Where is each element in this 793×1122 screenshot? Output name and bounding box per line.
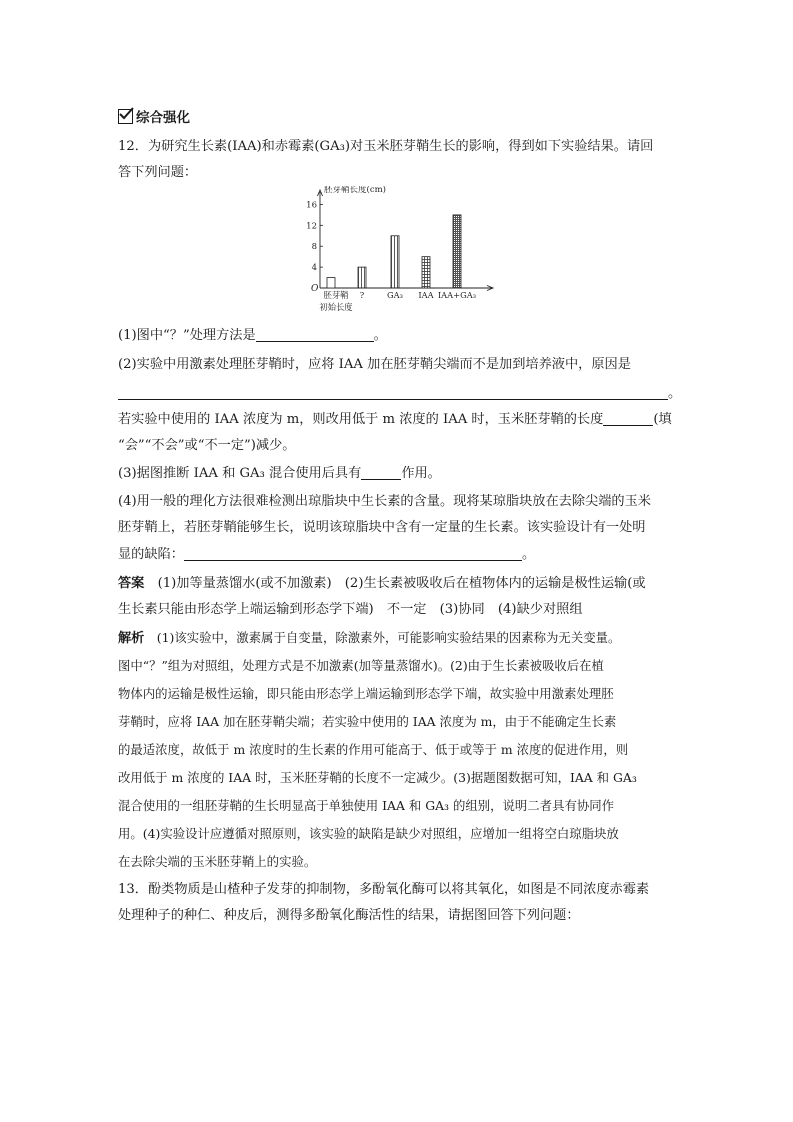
answer-line2: 生长素只能由形态学上端运输到形态学下端) 不一定 (3)协同 (4)缺少对照组 xyxy=(118,602,583,617)
q12-part1-text: (1)图中“？”处理方法是 xyxy=(118,328,256,343)
bar xyxy=(422,257,430,288)
q12-part1 xyxy=(118,326,678,346)
q12-part4-line1: (4)用一般的理化方法很难检测出琼脂块中生长素的含量。现将某琼脂块放在去除尖端的玉米 xyxy=(118,494,651,509)
q12-part4-line3-text: 显的缺陷： xyxy=(118,547,184,562)
q12-part3 xyxy=(118,464,678,484)
section-header xyxy=(118,106,190,126)
y-tick-label: 12 xyxy=(306,221,317,232)
analysis-line4: 芽鞘时，应将 IAA 加在胚芽鞘尖端；若实验中使用的 IAA 浓度为 m，由于不能确定生长素 xyxy=(118,714,617,729)
bar xyxy=(391,236,399,288)
analysis-text-1: (1)该实验中，激素属于自变量，除激素外，可能影响实验结果的因素称为无关变量。 xyxy=(156,630,621,645)
origin-label: O xyxy=(311,284,319,294)
x-tick-label: IAA+GA₃ xyxy=(437,290,477,300)
q12-part2-line3 xyxy=(118,410,678,430)
x-tick-label: 初始长度 xyxy=(319,302,353,312)
y-tick-label: 16 xyxy=(306,200,317,211)
q12-stem-line2: 答下列问题： xyxy=(118,165,198,180)
bar xyxy=(358,267,366,288)
analysis-line2: 图中“？”组为对照组，处理方式是不加激素(加等量蒸馏水)。(2)由于生长素被吸收后在植 xyxy=(118,658,604,673)
q12-part4-line3 xyxy=(118,545,678,565)
bar xyxy=(327,278,335,288)
analysis-line9: 在去除尖端的玉米胚芽鞘上的实验。 xyxy=(118,854,317,869)
answer-text-1: (1)加等量蒸馏水(或不加激素) (2)生长素被吸收后在植物体内的运输是极性运输(或 xyxy=(157,576,646,591)
analysis-line8: 用。(4)实验设计应遵循对照原则，该实验的缺陷是缺少对照组，应增加一组将空白琼脂块放 xyxy=(118,826,619,841)
q12-part2-line3-end: (填 xyxy=(653,412,672,427)
bar xyxy=(453,215,461,288)
check-icon xyxy=(118,109,133,124)
bar-chart xyxy=(300,186,510,318)
q12-part2-line1: (2)实验中用激素处理胚芽鞘时，应将 IAA 加在胚芽鞘尖端而不是加到培养液中，原因是 xyxy=(118,357,631,372)
q12-part2-line4: “会”“不会”或“不一定”)减少。 xyxy=(118,438,296,453)
x-tick-label: ? xyxy=(359,290,365,300)
q12-part3-text: (3)据图推断 IAA 和 GA₃ 混合使用后具有 xyxy=(118,466,362,481)
q12-part3-end: 作用。 xyxy=(401,466,441,481)
answer-blank-1[interactable] xyxy=(256,327,374,342)
analysis-label: 解析 xyxy=(118,631,145,646)
q12-part4-line3-end: 。 xyxy=(521,547,536,562)
q12-part1-end: 。 xyxy=(373,328,387,343)
q13-line2: 处理种子的种仁、种皮后，测得多酚氧化酶活性的结果，请据图回答下列问题： xyxy=(118,908,580,923)
y-axis-label: 胚芽鞘长度(cm) xyxy=(324,186,386,195)
section-title: 综合强化 xyxy=(136,110,190,126)
analysis-line3: 物体内的运输是极性运输，即只能由形态学上端运输到形态学下端，故实验中用激素处理胚 xyxy=(118,686,614,701)
answer-blank-4[interactable] xyxy=(361,465,401,480)
q12-part2-line2-end: 。 xyxy=(668,386,682,401)
analysis-line6: 改用低于 m 浓度的 IAA 时，玉米胚芽鞘的长度不一定减少。(3)据题图数据可知，IAA 和 GA₃ xyxy=(118,770,637,785)
y-tick-label: 8 xyxy=(311,242,317,253)
answer-line1 xyxy=(118,574,678,594)
x-tick-label: 胚芽鞘 xyxy=(323,290,349,300)
q12-part2-line3-text: 若实验中使用的 IAA 浓度为 m，则改用低于 m 浓度的 IAA 时，玉米胚芽鞘的长度 xyxy=(118,412,604,427)
answer-blank-5[interactable] xyxy=(184,546,522,561)
q12-part4-line2: 胚芽鞘上，若胚芽鞘能够生长，说明该琼脂块中含有一定量的生长素。该实验设计有一处明 xyxy=(118,520,646,535)
answer-blank-3[interactable] xyxy=(603,411,653,426)
x-tick-label: GA₃ xyxy=(387,290,403,300)
answer-label: 答案 xyxy=(118,576,145,591)
answer-blank-2[interactable] xyxy=(118,385,668,400)
analysis-line1 xyxy=(118,628,678,649)
analysis-line7: 混合使用的一组胚芽鞘的生长明显高于单独使用 IAA 和 GA₃ 的组别，说明二者具有协同作 xyxy=(118,798,615,813)
y-tick-label: 4 xyxy=(311,263,317,274)
analysis-line5: 的最适浓度，故低于 m 浓度时的生长素的作用可能高于、低于或等于 m 浓度的促进作用，则 xyxy=(118,742,629,757)
q12-stem-line1: 12．为研究生长素(IAA)和赤霉素(GA₃)对玉米胚芽鞘生长的影响，得到如下实验结果。请回 xyxy=(118,139,654,154)
x-tick-label: IAA xyxy=(418,290,434,300)
q12-part2-line2 xyxy=(118,384,682,404)
q13-line1: 13．酚类物质是山楂种子发芽的抑制物，多酚氧化酶可以将其氧化，如图是不同浓度赤霉素 xyxy=(118,882,650,897)
